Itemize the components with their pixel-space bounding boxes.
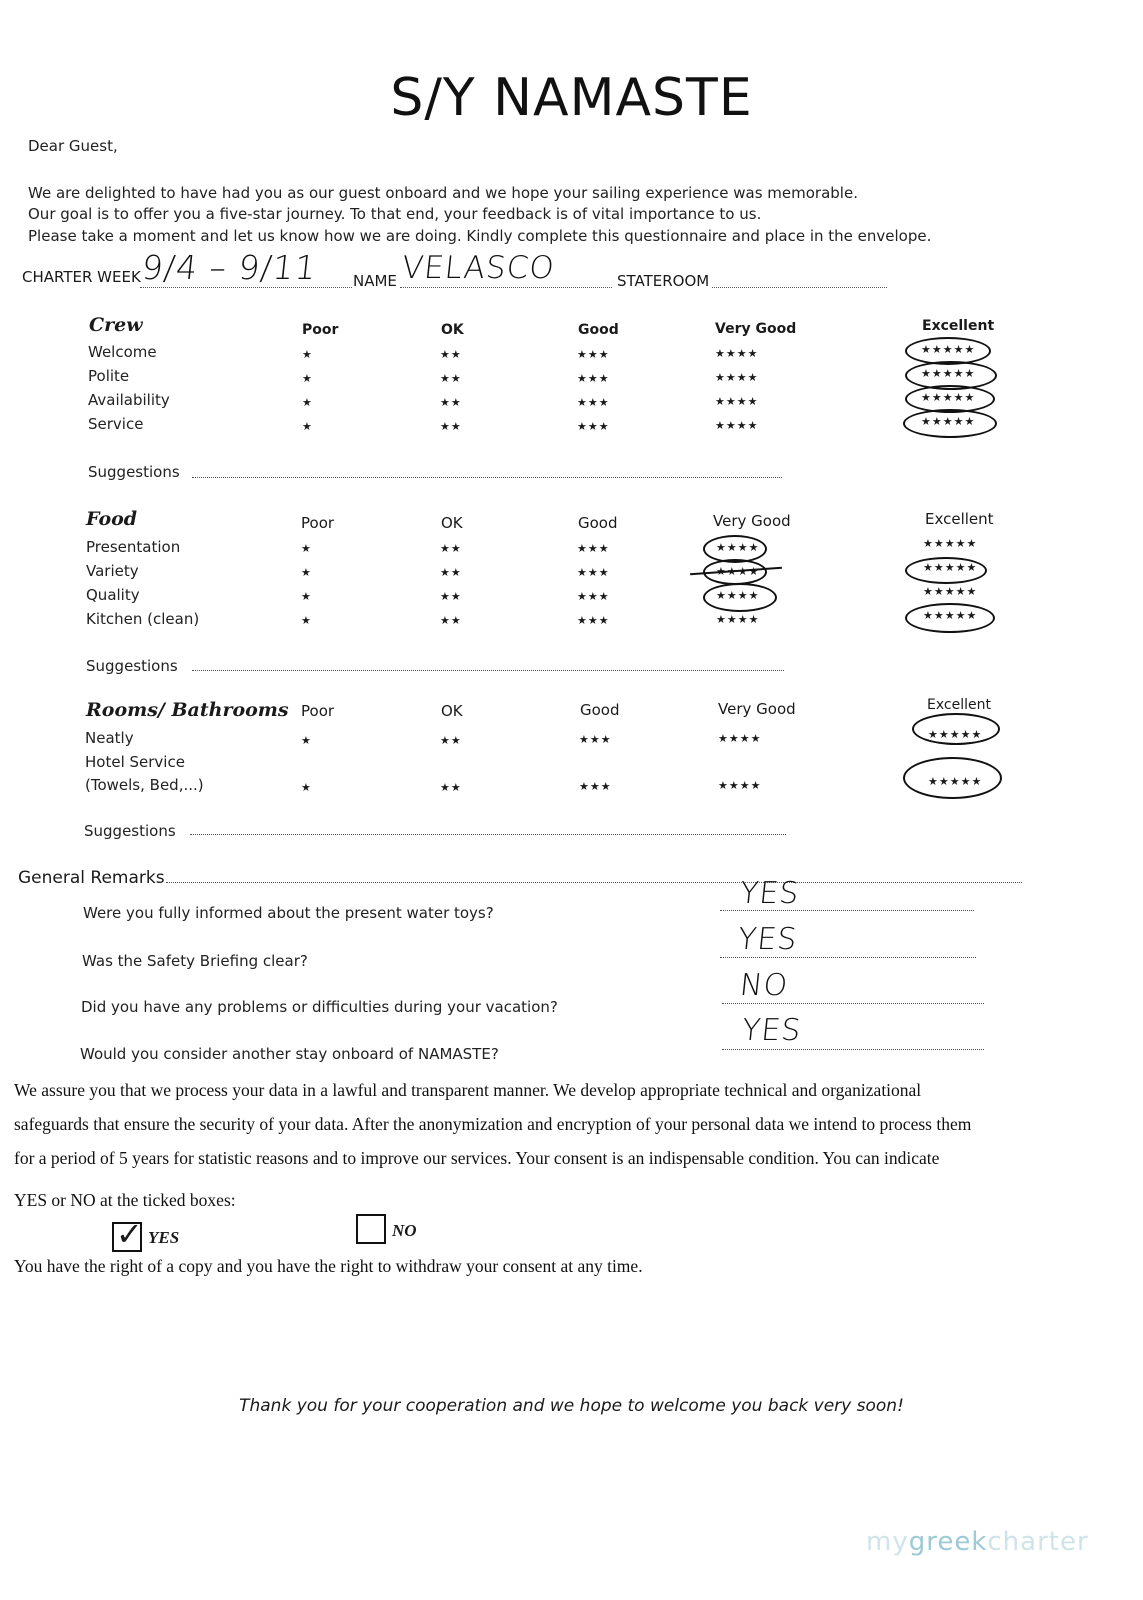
question-safety-briefing: Was the Safety Briefing clear? bbox=[82, 952, 308, 970]
name-line bbox=[400, 287, 612, 288]
crew-item-service: Service bbox=[88, 415, 144, 433]
name-value[interactable]: VELASCO bbox=[400, 250, 557, 286]
star-rating-poor[interactable]: ★ bbox=[302, 348, 313, 361]
consent-no-label: NO bbox=[392, 1221, 417, 1240]
header-very-good: Very Good bbox=[715, 321, 797, 337]
selection-oval-crew-service bbox=[903, 409, 997, 438]
consent-no-checkbox[interactable] bbox=[356, 1214, 386, 1244]
star-rating-very-good[interactable]: ★★★★ bbox=[715, 395, 759, 408]
selection-oval-rooms-neatly bbox=[912, 713, 1000, 745]
star-rating-good[interactable]: ★★★ bbox=[579, 733, 612, 746]
header-very-good: Very Good bbox=[713, 512, 791, 530]
rights-text: You have the right of a copy and you have the right to withdraw your consent at any time. bbox=[14, 1256, 643, 1276]
general-remarks-label: General Remarks bbox=[18, 868, 165, 888]
consent-yes-label: YES bbox=[148, 1228, 180, 1247]
star-rating-good[interactable]: ★★★ bbox=[577, 396, 610, 409]
food-suggestions-label: Suggestions bbox=[86, 657, 178, 675]
legal-line-3: for a period of 5 years for statistic reasons and to improve our services. Your consent is an indispensable condition. You can indicate bbox=[14, 1148, 940, 1168]
question-water-toys: Were you fully informed about the present water toys? bbox=[83, 904, 494, 922]
star-rating-excellent[interactable]: ★★★★★ bbox=[923, 609, 978, 622]
question-another-stay: Would you consider another stay onboard of NAMASTE? bbox=[80, 1045, 499, 1063]
header-very-good: Very Good bbox=[718, 700, 796, 718]
header-ok: OK bbox=[441, 514, 463, 532]
star-rating-excellent[interactable]: ★★★★★ bbox=[923, 585, 978, 598]
star-rating-good[interactable]: ★★★ bbox=[577, 372, 610, 385]
star-rating-good[interactable]: ★★★ bbox=[577, 420, 610, 433]
star-rating-good[interactable]: ★★★ bbox=[577, 566, 610, 579]
star-rating-excellent[interactable]: ★★★★★ bbox=[921, 391, 976, 404]
star-rating-excellent[interactable]: ★★★★★ bbox=[921, 343, 976, 356]
star-rating-very-good[interactable]: ★★★★ bbox=[716, 541, 760, 554]
food-item-quality: Quality bbox=[86, 586, 140, 604]
header-poor: Poor bbox=[301, 702, 335, 720]
header-ok: OK bbox=[441, 702, 463, 720]
star-rating-very-good[interactable]: ★★★★ bbox=[715, 371, 759, 384]
consent-yes-checkbox[interactable] bbox=[112, 1215, 143, 1253]
page-title: S/Y NAMASTE bbox=[390, 68, 753, 128]
star-rating-good[interactable]: ★★★ bbox=[577, 614, 610, 627]
star-rating-poor[interactable]: ★ bbox=[302, 396, 313, 409]
intro-line-2: Our goal is to offer you a five-star journey. To that end, your feedback is of vital importance to us. bbox=[28, 205, 762, 223]
selection-oval-food-quality bbox=[703, 583, 777, 612]
answer-line bbox=[720, 957, 976, 958]
header-excellent: Excellent bbox=[922, 318, 995, 334]
star-rating-poor[interactable]: ★ bbox=[302, 420, 313, 433]
star-rating-poor[interactable]: ★ bbox=[301, 614, 312, 627]
header-good: Good bbox=[580, 701, 620, 719]
answer-line bbox=[722, 1003, 984, 1004]
watermark-logo bbox=[866, 1527, 1089, 1557]
star-rating-ok[interactable]: ★★ bbox=[440, 348, 462, 361]
star-rating-good[interactable]: ★★★ bbox=[577, 542, 610, 555]
star-rating-ok[interactable]: ★★ bbox=[440, 781, 462, 794]
star-rating-excellent[interactable]: ★★★★★ bbox=[923, 537, 978, 550]
legal-line-4: YES or NO at the ticked boxes: bbox=[14, 1190, 236, 1210]
question-problems: Did you have any problems or difficulties during your vacation? bbox=[81, 998, 558, 1016]
star-rating-good[interactable]: ★★★ bbox=[577, 590, 610, 603]
star-rating-ok[interactable]: ★★ bbox=[440, 734, 462, 747]
charter-week-label: CHARTER WEEK bbox=[22, 268, 141, 286]
star-rating-excellent[interactable]: ★★★★★ bbox=[921, 415, 976, 428]
section-title-food: Food bbox=[86, 508, 138, 530]
star-rating-very-good[interactable]: ★★★★ bbox=[716, 565, 760, 578]
header-good: Good bbox=[578, 322, 619, 338]
crew-item-availability: Availability bbox=[88, 391, 170, 409]
star-rating-ok[interactable]: ★★ bbox=[440, 396, 462, 409]
thank-you-text: Thank you for your cooperation and we hope to welcome you back very soon! bbox=[239, 1396, 904, 1416]
general-remarks-field[interactable] bbox=[166, 882, 1022, 883]
star-rating-poor[interactable]: ★ bbox=[301, 542, 312, 555]
intro-line-1: We are delighted to have had you as our guest onboard and we hope your sailing experience was memorable. bbox=[28, 184, 858, 202]
header-excellent: Excellent bbox=[925, 510, 994, 528]
selection-oval-food-variety bbox=[905, 557, 987, 584]
star-rating-excellent[interactable]: ★★★★★ bbox=[928, 775, 983, 788]
crew-suggestions-label: Suggestions bbox=[88, 463, 180, 481]
star-rating-ok[interactable]: ★★ bbox=[440, 590, 462, 603]
star-rating-poor[interactable]: ★ bbox=[301, 566, 312, 579]
watermark-part-3: charter bbox=[987, 1527, 1089, 1557]
star-rating-excellent[interactable]: ★★★★★ bbox=[923, 561, 978, 574]
star-rating-ok[interactable]: ★★ bbox=[440, 566, 462, 579]
food-item-kitchen: Kitchen (clean) bbox=[86, 610, 200, 628]
rooms-item-neatly: Neatly bbox=[85, 729, 134, 747]
check-mark-icon: ✓ bbox=[116, 1215, 143, 1253]
answer-problems[interactable]: NO bbox=[738, 968, 790, 1003]
section-title-crew: Crew bbox=[89, 314, 143, 336]
header-good: Good bbox=[578, 514, 618, 532]
header-poor: Poor bbox=[302, 322, 339, 338]
header-excellent: Excellent bbox=[927, 697, 991, 713]
star-rating-ok[interactable]: ★★ bbox=[440, 372, 462, 385]
star-rating-poor[interactable]: ★ bbox=[301, 781, 312, 794]
star-rating-very-good[interactable]: ★★★★ bbox=[715, 347, 759, 360]
greeting: Dear Guest, bbox=[28, 137, 118, 155]
star-rating-excellent[interactable]: ★★★★★ bbox=[921, 367, 976, 380]
section-title-rooms: Rooms/ Bathrooms bbox=[86, 699, 289, 721]
star-rating-good[interactable]: ★★★ bbox=[577, 348, 610, 361]
star-rating-excellent[interactable]: ★★★★★ bbox=[928, 728, 983, 741]
watermark-part-1: my bbox=[866, 1527, 909, 1557]
stateroom-label: STATEROOM bbox=[617, 272, 710, 290]
rooms-item-hotel-service-detail: (Towels, Bed,...) bbox=[85, 776, 204, 794]
rooms-suggestions-field[interactable] bbox=[190, 834, 786, 835]
star-rating-poor[interactable]: ★ bbox=[302, 372, 313, 385]
watermark-part-2: greek bbox=[908, 1527, 988, 1557]
food-item-variety: Variety bbox=[86, 562, 139, 580]
charter-week-line bbox=[140, 287, 352, 288]
crew-item-welcome: Welcome bbox=[88, 343, 157, 361]
charter-week-value[interactable]: 9/4 – 9/11 bbox=[139, 248, 319, 287]
selection-oval-food-kitchen bbox=[905, 603, 995, 633]
name-label: NAME bbox=[353, 272, 397, 290]
star-rating-very-good[interactable]: ★★★★ bbox=[716, 589, 760, 602]
crew-item-polite: Polite bbox=[88, 367, 130, 385]
answer-safety-briefing[interactable]: YES bbox=[736, 922, 800, 957]
star-rating-ok[interactable]: ★★ bbox=[440, 542, 462, 555]
legal-line-2: safeguards that ensure the security of your data. After the anonymization and encryption of your personal data we intend to process them bbox=[14, 1114, 972, 1134]
star-rating-very-good[interactable]: ★★★★ bbox=[718, 779, 762, 792]
star-rating-good[interactable]: ★★★ bbox=[579, 780, 612, 793]
food-suggestions-field[interactable] bbox=[192, 670, 784, 671]
food-item-presentation: Presentation bbox=[86, 538, 181, 556]
star-rating-very-good[interactable]: ★★★★ bbox=[715, 419, 759, 432]
star-rating-very-good[interactable]: ★★★★ bbox=[718, 732, 762, 745]
stateroom-line[interactable] bbox=[712, 287, 887, 288]
crew-suggestions-field[interactable] bbox=[192, 477, 782, 478]
star-rating-ok[interactable]: ★★ bbox=[440, 420, 462, 433]
intro-line-3: Please take a moment and let us know how we are doing. Kindly complete this questionnaire and place in the envelope. bbox=[28, 227, 932, 245]
rooms-suggestions-label: Suggestions bbox=[84, 822, 176, 840]
star-rating-poor[interactable]: ★ bbox=[301, 590, 312, 603]
header-poor: Poor bbox=[301, 514, 335, 532]
selection-oval-rooms-hotel-service bbox=[903, 757, 1002, 799]
answer-line bbox=[722, 1049, 984, 1050]
answer-another-stay[interactable]: YES bbox=[740, 1013, 804, 1048]
legal-line-1: We assure you that we process your data in a lawful and transparent manner. We develop appropriate technical and organizational bbox=[14, 1080, 922, 1100]
rooms-item-hotel-service: Hotel Service bbox=[85, 753, 185, 771]
answer-water-toys[interactable]: YES bbox=[738, 876, 802, 911]
star-rating-very-good[interactable]: ★★★★ bbox=[716, 613, 760, 626]
star-rating-poor[interactable]: ★ bbox=[301, 734, 312, 747]
header-ok: OK bbox=[441, 322, 464, 338]
star-rating-ok[interactable]: ★★ bbox=[440, 614, 462, 627]
